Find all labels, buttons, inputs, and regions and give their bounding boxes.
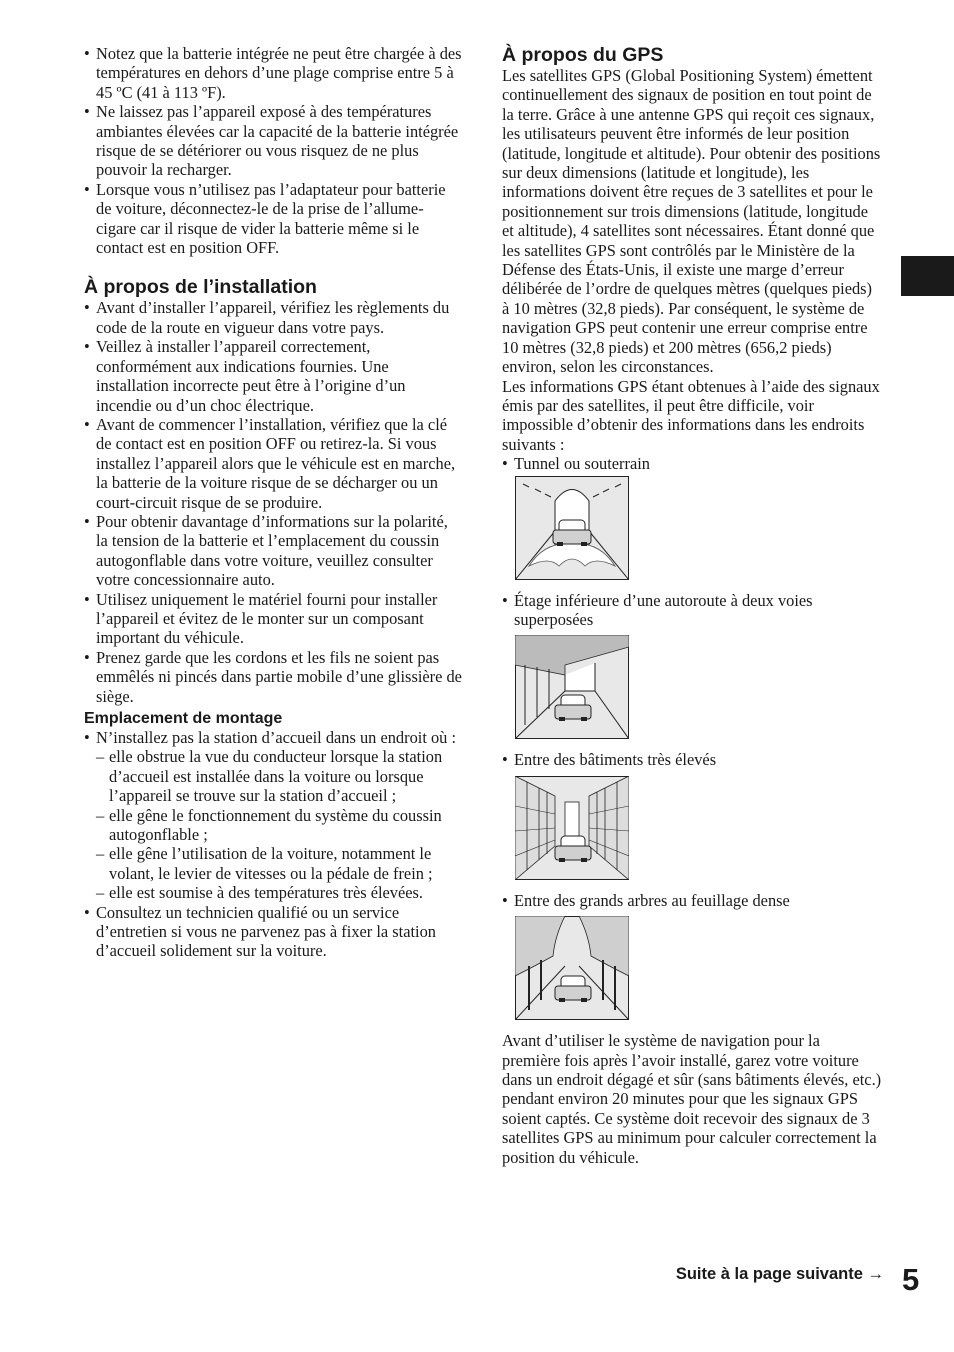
left-column (84, 44, 462, 961)
gps-obstacles-list-3 (502, 750, 882, 769)
list-item: • Consultez un technicien qualifié ou un service d’entretien si vous ne parvenez pas à fixer la station d’accueil solidement sur la voiture. (84, 903, 462, 961)
mounting-heading: Emplacement de montage (84, 710, 283, 727)
list-item: • Entre des grands arbres au feuillage dense (502, 891, 882, 910)
gps-obstacles-list-2 (502, 591, 882, 630)
gps-intro-paragraph: Les satellites GPS (Global Positioning System) émettent continuellement des signaux de position en tout point de la terre. Grâce à une antenne GPS qui reçoit ces signaux, les utilisateurs peuvent être informés de leur position (latitude, longitude et altitude). Pour obtenir des positions sur deux dimensions (latitude et longitude), les informations doivent être reçues de 3 satellites et pour le positionnement sur trois dimensions (latitude, longitude et altitude), 4 satellites sont nécessaires. Étant donné que les satellites GPS sont contrôlés par le Ministère de la Défense des États-Unis, il existe une marge d’erreur délibérée de l’ordre de quelques mètres (quelques pieds) à 10 mètres (32,8 pieds). Par conséquent, le système de navigation GPS peut contenir une erreur comprise entre 10 mètres (32,8 pieds) et 200 mètres (656,2 pieds) environ, selon les circonstances. (502, 66, 881, 377)
battery-notes-list (84, 44, 462, 257)
gps-obstacles-list-4 (502, 891, 882, 910)
tall-buildings-illustration (515, 776, 629, 880)
gps-obstacles-list (502, 454, 882, 473)
list-item: – elle gêne le fonctionnement du système du coussin autogonflable ; (96, 806, 462, 845)
list-item (84, 728, 462, 747)
gps-heading: À propos du GPS (502, 44, 664, 66)
list-item: • Notez que la batterie intégrée ne peut être chargée à des températures en dehors d’une plage comprise entre 5 à 45 ºC (41 à 113 ºF). (84, 44, 462, 102)
arrow-right-icon: → (867, 1265, 884, 1283)
mounting-conditions-list (96, 747, 462, 902)
list-item: • Entre des bâtiments très élevés (502, 750, 882, 769)
list-item: • Pour obtenir davantage d’informations sur la polarité, la tension de la batterie et l’emplacement du coussin autogonflable dans votre voiture, veuillez consulter votre concessionnaire auto. (84, 512, 462, 590)
section-tab-marker (901, 256, 954, 296)
right-column (502, 44, 882, 1167)
list-item: • Avant d’installer l’appareil, vérifiez les règlements du code de la route en vigueur dans votre pays. (84, 298, 462, 337)
installation-list (84, 298, 462, 706)
list-item: • Prenez garde que les cordons et les fils ne soient pas emmêlés ni pincés dans partie mobile d’une glissière de siège. (84, 648, 462, 706)
mounting-advice-list (84, 903, 462, 961)
dense-trees-illustration (515, 916, 629, 1020)
continue-next-page (676, 1264, 884, 1284)
list-item: • Veillez à installer l’appareil correctement, conformément aux indications fournies. Une installation incorrecte peut être à l’origine d’un incendie ou d’un choc électrique. (84, 337, 462, 415)
gps-advice-paragraph: Avant d’utiliser le système de navigation pour la première fois après l’avoir installé, garez votre voiture dans un endroit dégagé et sûr (sans bâtiments élevés, etc.) pendant environ 20 minutes pour que les signaux GPS soient captés. Ce système doit recevoir des signaux de 3 satellites GPS au minimum pour calculer correctement la position du véhicule. (502, 1031, 882, 1167)
list-item: • Tunnel ou souterrain (502, 454, 882, 473)
mounting-list (84, 728, 462, 747)
gps-limitations-paragraph: Les informations GPS étant obtenues à l’aide des signaux émis par des satellites, il peut être difficile, voir impossible d’obtenir des informations dans les endroits suivants : (502, 376, 880, 454)
list-item: – elle obstrue la vue du conducteur lorsque la station d’accueil est installée dans la voiture ou lorsque l’appareil se trouve sur la station d’accueil ; (96, 747, 462, 805)
list-item: • Ne laissez pas l’appareil exposé à des températures ambiantes élevées car la capacité de la batterie intégrée risque de se détériorer ou vous risquez de ne plus pouvoir la recharger. (84, 102, 462, 180)
mounting-intro: N’installez pas la station d’accueil dans un endroit où : (96, 728, 457, 747)
list-item: • Avant de commencer l’installation, vérifiez que la clé de contact est en position OFF ou retirez-la. Si vous installez l’appareil alors que le véhicule est en marche, la batterie de la voiture risque de se décharger ou un court-circuit risque de se produire. (84, 415, 462, 512)
tunnel-illustration (515, 476, 629, 580)
double-deck-highway-illustration (515, 635, 629, 739)
list-item: • Utilisez uniquement le matériel fourni pour installer l’appareil et évitez de le monter sur un composant important du véhicule. (84, 590, 462, 648)
installation-heading: À propos de l’installation (84, 276, 317, 299)
list-item: – elle est soumise à des températures très élevées. (96, 883, 462, 902)
continue-label: Suite à la page suivante (675, 1265, 863, 1283)
list-item: • Étage inférieure d’une autoroute à deux voies superposées (502, 591, 882, 630)
list-item: – elle gêne l’utilisation de la voiture, notamment le volant, le levier de vitesses ou la pédale de frein ; (96, 844, 462, 883)
page-number: 5 (902, 1262, 920, 1297)
list-item: • Lorsque vous n’utilisez pas l’adaptateur pour batterie de voiture, déconnectez-le de la prise de l’allume-cigare car il risque de vider la batterie même si le contact est en position OFF. (84, 180, 462, 258)
